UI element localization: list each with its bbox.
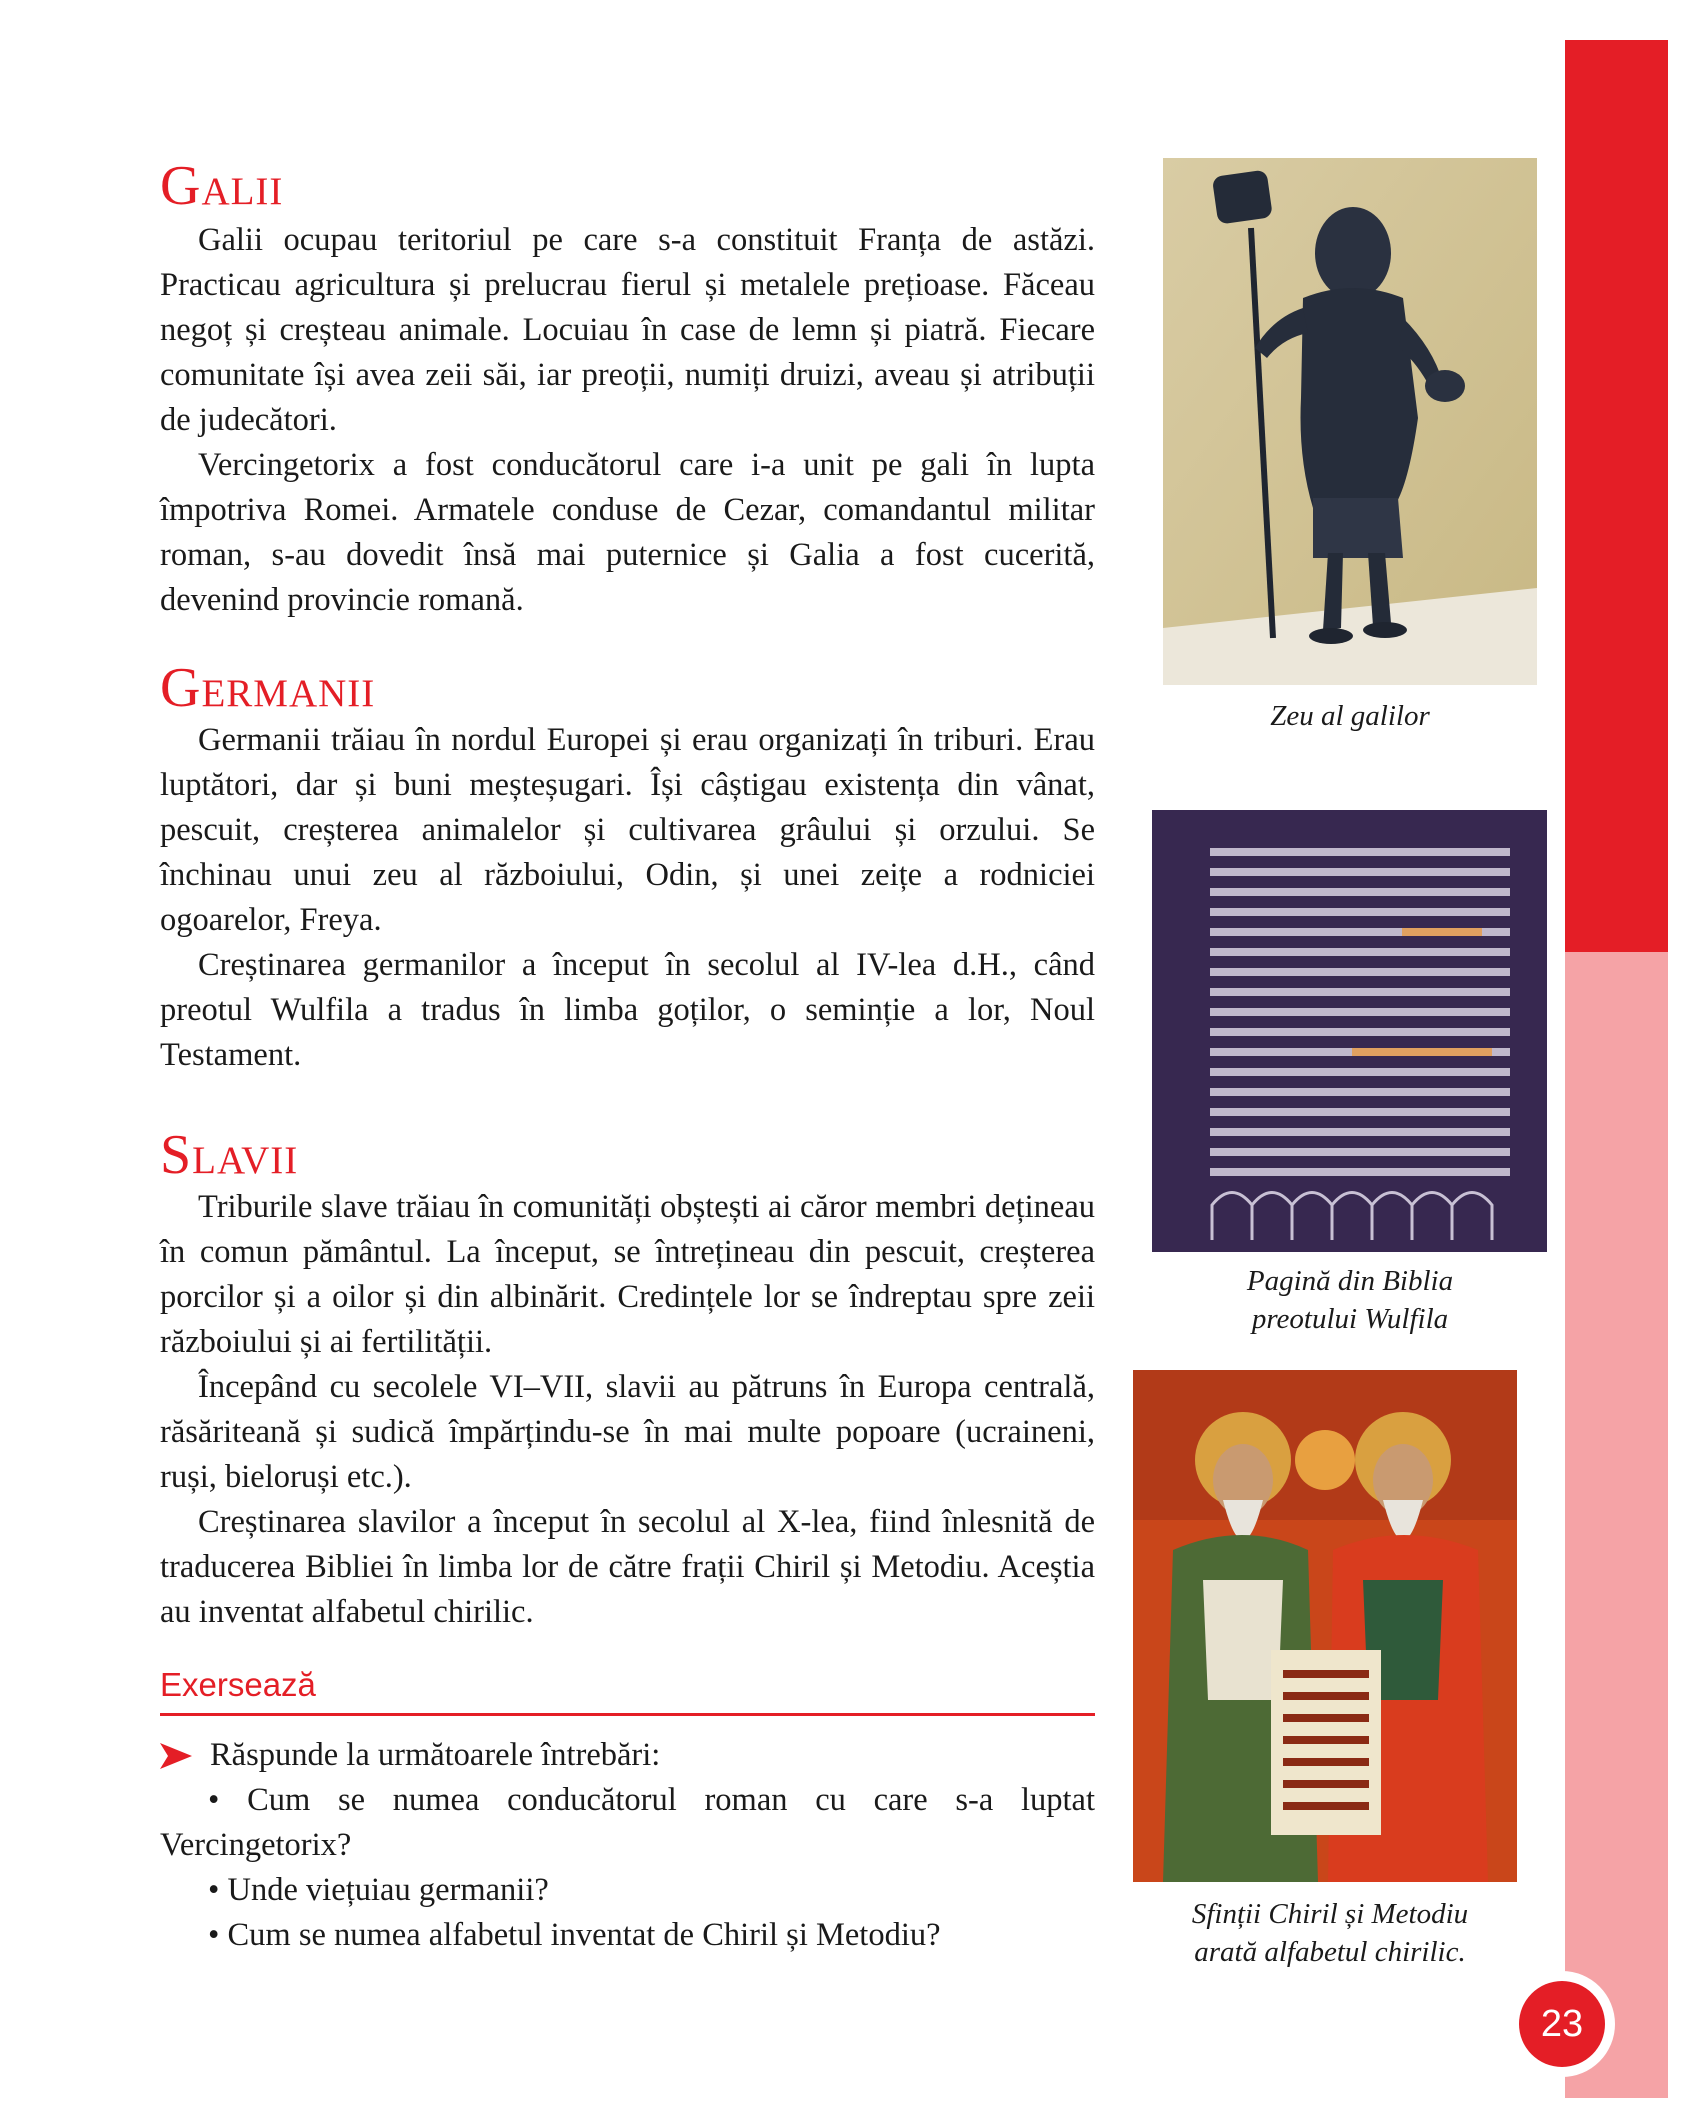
paragraph: Galii ocupau teritoriul pe care s-a constituit Franța de astăzi. Practicau agricultura și prelucrau fierul și metalele prețioase. Făceau negoț și creșteau animale. Locuiau în case de lemn și piatră. Fiecare comunitate își avea zeii săi, iar preoții, numiți druizi, aveau și atribuții de judecători. (160, 222, 1095, 438)
paragraph: Creștinarea germanilor a început în secolul al IV-lea d.H., când preotul Wulfila a tradus în limba goților, o seminție a lor, Noul Testament. (160, 947, 1095, 1073)
exercise-divider (160, 1713, 1095, 1716)
section-germanii-text (160, 718, 1095, 1078)
exercise-title: Exersează (160, 1666, 316, 1703)
paragraph: Triburile slave trăiau în comunități obștești ai căror membri dețineau în comun pământul. La început, se întrețineau din pescuit, creșterea porcilor și a oilor și din albinărit. Credințele lor se îndreptau spre zeii războiului și ai fertilității. (160, 1189, 1095, 1360)
statue-image (1163, 158, 1537, 685)
bible-caption-line: Pagină din Biblia (1246, 1265, 1454, 1297)
question-item: • Cum se numea conducătorul roman cu care s-a luptat Vercingetorix? (160, 1782, 1095, 1863)
exercise-lead (160, 1733, 1095, 1778)
section-slavii-text (160, 1185, 1095, 1635)
paragraph: Creștinarea slavilor a început în secolul al X-lea, fiind înlesnită de traducerea Bibliei în limba lor de către frații Chiril și Metodiu. Aceștia au inventat alfabetul chirilic. (160, 1504, 1095, 1630)
section-title-galii: Galii (160, 155, 284, 217)
saints-icon-photo (1133, 1370, 1517, 1882)
section-title-slavii: Slavii (160, 1124, 299, 1186)
exercise-questions (160, 1733, 1095, 1958)
margin-band-bottom (1565, 952, 1668, 2098)
paragraph: Germanii trăiau în nordul Europei și erau organizați în triburi. Erau luptători, dar și buni meșteșugari. Își câștigau existența din vânat, pescuit, creșterea animalelor și cultivarea grâului și orzului. Se închinau unui zeu al războiului, Odin, și unei zeițe a rodniciei ogoarelor, Freya. (160, 722, 1095, 938)
manuscript-image (1152, 810, 1547, 1252)
section-galii-text (160, 218, 1095, 623)
bible-caption (1140, 1262, 1560, 1338)
icon-caption-line: arată alfabetul chirilic. (1194, 1936, 1466, 1968)
page-number-badge (1509, 1971, 1615, 2077)
bible-page-photo (1152, 810, 1547, 1252)
statue-photo (1163, 158, 1537, 685)
bible-caption-line: preotului Wulfila (1251, 1303, 1449, 1335)
paragraph: Începând cu secolele VI–VII, slavii au pătruns în Europa centrală, răsăriteană și sudică împărțindu-se în mai multe popoare (ucraineni, ruși, bieloruși etc.). (160, 1369, 1095, 1495)
margin-band-top (1565, 40, 1668, 952)
section-title-germanii: Germanii (160, 657, 376, 719)
exercise-lead-text: Răspunde la următoarele întrebări: (210, 1737, 661, 1773)
question-item: • Unde viețuiau germanii? (208, 1872, 549, 1908)
icon-caption-line: Sfinții Chiril și Metodiu (1191, 1898, 1469, 1930)
icon-caption (1120, 1895, 1540, 1971)
page-number: 23 (1519, 1981, 1605, 2067)
arrow-icon (160, 1743, 192, 1769)
icon-painting-image (1133, 1370, 1517, 1882)
statue-caption: Zeu al galilor (1270, 700, 1430, 732)
question-item: • Cum se numea alfabetul inventat de Chiril și Metodiu? (208, 1917, 941, 1953)
paragraph: Vercingetorix a fost conducătorul care i-a unit pe gali în lupta împotriva Romei. Armatele conduse de Cezar, comandantul militar roman, s-au dovedit însă mai puternice și Galia a fost cucerită, devenind provincie romană. (160, 447, 1095, 618)
